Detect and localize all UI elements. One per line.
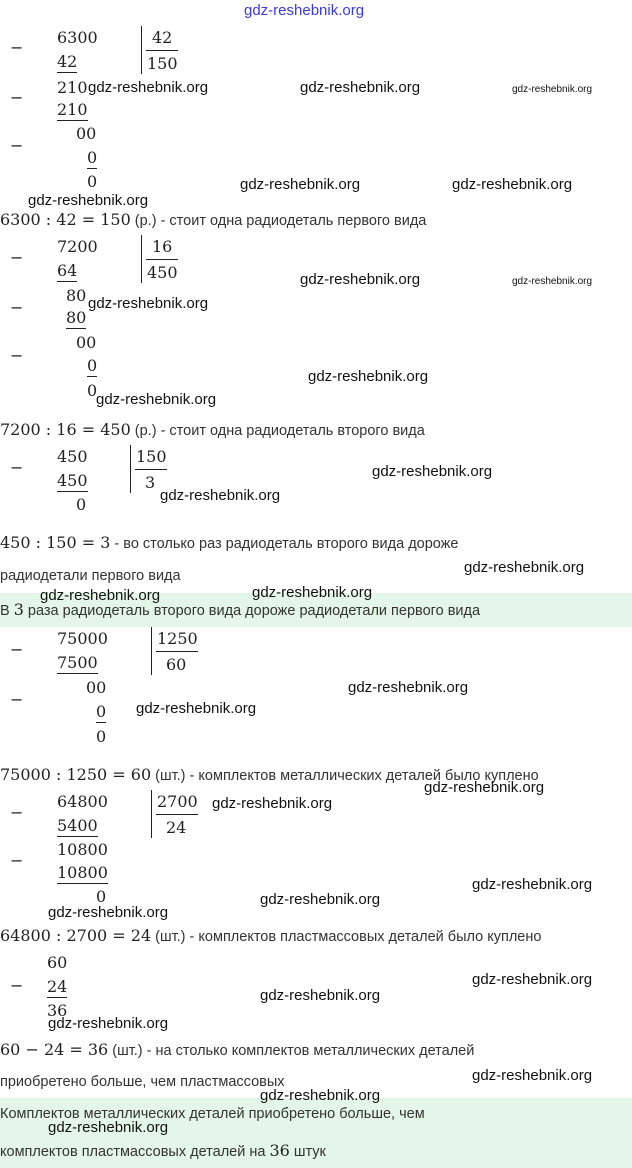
dividend: 64800 — [57, 792, 108, 811]
watermark[interactable]: gdz-reshebnik.org — [96, 391, 217, 408]
expression: 6300 : 42 = 150 — [0, 210, 131, 229]
subtrahend: 24 — [47, 977, 68, 996]
difference: 36 — [47, 1001, 68, 1020]
division-bar — [151, 790, 152, 838]
dividend: 450 — [57, 447, 88, 466]
divisor: 42 — [152, 28, 173, 47]
watermark[interactable]: gdz-reshebnik.org — [512, 84, 593, 95]
minus-sign: − — [10, 248, 24, 267]
explanation-continued: радиодетали первого вида — [0, 568, 181, 584]
subtrahend: 10800 — [57, 863, 108, 882]
explanation: - комплектов пластмассовых деталей было куплено — [185, 929, 542, 945]
watermark[interactable]: gdz-reshebnik.org — [40, 587, 161, 604]
explanation: - во столько раз радиодеталь второго вида дороже — [110, 536, 459, 552]
watermark[interactable]: gdz-reshebnik.org — [260, 987, 381, 1004]
dividend: 75000 — [57, 629, 108, 648]
remainder: 0 — [87, 381, 98, 400]
remainder: 0 — [87, 172, 98, 191]
remainder: 0 — [76, 495, 87, 514]
subtrahend: 0 — [87, 148, 98, 167]
result-line-2 — [0, 420, 425, 440]
expression: 7200 : 16 = 450 — [0, 420, 131, 439]
watermark[interactable]: gdz-reshebnik.org — [48, 1015, 169, 1032]
divisor: 2700 — [157, 792, 198, 811]
minus-sign: − — [10, 851, 24, 870]
minus-sign: − — [10, 640, 24, 659]
subtrahend: 7500 — [57, 653, 98, 672]
remainder: 210 — [57, 78, 88, 97]
answer-prefix: В — [0, 603, 14, 619]
explanation: - на столько комплектов металлических деталей — [142, 1043, 475, 1059]
answer-text: штук — [289, 1144, 326, 1160]
watermark[interactable]: gdz-reshebnik.org — [472, 971, 593, 988]
watermark[interactable]: gdz-reshebnik.org — [28, 192, 149, 209]
unit: (шт.) — [108, 1043, 143, 1059]
watermark[interactable]: gdz-reshebnik.org — [136, 700, 257, 717]
divisor-line — [156, 651, 198, 652]
answer-text: раза радиодеталь второго вида дороже радиодетали первого вида — [23, 603, 481, 619]
watermark[interactable]: gdz-reshebnik.org — [348, 679, 469, 696]
subtrahend: 64 — [57, 261, 78, 280]
watermark[interactable]: gdz-reshebnik.org — [300, 271, 421, 288]
divisor: 1250 — [157, 629, 198, 648]
minuend: 60 — [47, 953, 68, 972]
explanation: - стоит одна радиодеталь первого вида — [156, 213, 427, 229]
watermark[interactable]: gdz-reshebnik.org — [160, 487, 281, 504]
watermark[interactable]: gdz-reshebnik.org — [48, 1119, 169, 1136]
answer-number: 3 — [13, 600, 24, 619]
remainder: 10800 — [57, 840, 108, 859]
divisor-line — [146, 259, 178, 260]
answer-number: 36 — [269, 1141, 290, 1160]
remainder: 80 — [66, 286, 87, 305]
minus-sign: − — [10, 136, 24, 155]
result-line-1 — [0, 210, 426, 230]
quotient: 60 — [166, 655, 187, 674]
minus-sign: − — [10, 690, 24, 709]
watermark[interactable]: gdz-reshebnik.org — [512, 276, 593, 287]
watermark[interactable]: gdz-reshebnik.org — [212, 795, 333, 812]
divisor-line — [146, 50, 178, 51]
divisor: 150 — [136, 447, 167, 466]
explanation-continued: приобретено больше, чем пластмассовых — [0, 1074, 285, 1090]
division-bar — [141, 235, 142, 283]
minus-sign: − — [10, 38, 24, 57]
result-line-3 — [0, 533, 458, 553]
watermark[interactable]: gdz-reshebnik.org — [88, 79, 209, 96]
divisor-line — [156, 814, 198, 815]
dividend: 7200 — [57, 237, 98, 256]
unit: (шт.) — [151, 929, 186, 945]
explanation: - стоит одна радиодеталь второго вида — [156, 423, 425, 439]
quotient: 450 — [147, 263, 178, 282]
watermark[interactable]: gdz-reshebnik.org — [260, 1087, 381, 1104]
division-bar — [130, 445, 131, 493]
subtrahend: 42 — [57, 52, 78, 71]
watermark[interactable]: gdz-reshebnik.org — [464, 559, 585, 576]
watermark[interactable]: gdz-reshebnik.org — [372, 463, 493, 480]
watermark[interactable]: gdz-reshebnik.org — [252, 584, 373, 601]
quotient: 3 — [145, 473, 156, 492]
answer-2-line-1: Комплектов металлических деталей приобретено больше, чем — [0, 1106, 425, 1122]
minus-sign: − — [10, 976, 24, 995]
expression: 75000 : 1250 = 60 — [0, 765, 152, 784]
division-bar — [151, 627, 152, 675]
remainder: 00 — [76, 124, 97, 143]
subtrahend: 450 — [57, 471, 88, 490]
minus-sign: − — [10, 346, 24, 365]
subtrahend: 5400 — [57, 816, 98, 835]
watermark[interactable]: gdz-reshebnik.org — [424, 779, 545, 796]
watermark[interactable]: gdz-reshebnik.org — [88, 295, 209, 312]
watermark[interactable]: gdz-reshebnik.org — [308, 368, 429, 385]
quotient: 24 — [166, 818, 187, 837]
subtrahend: 0 — [96, 702, 107, 721]
watermark[interactable]: gdz-reshebnik.org — [48, 904, 169, 921]
expression: 60 − 24 = 36 — [0, 1040, 109, 1059]
subtrahend: 0 — [87, 356, 98, 375]
unit: (р.) — [130, 423, 157, 439]
result-line-6 — [0, 1040, 474, 1060]
remainder: 00 — [86, 678, 107, 697]
watermark[interactable]: gdz-reshebnik.org — [300, 79, 421, 96]
unit: (шт.) — [151, 768, 186, 784]
minus-sign: − — [10, 458, 24, 477]
expression: 450 : 150 = 3 — [0, 533, 111, 552]
subtrahend: 80 — [66, 308, 87, 327]
division-bar — [141, 26, 142, 74]
watermark[interactable]: gdz-reshebnik.org — [472, 876, 593, 893]
subtrahend: 210 — [57, 100, 88, 119]
remainder: 0 — [96, 887, 107, 906]
watermark-top[interactable]: gdz-reshebnik.org — [244, 2, 365, 19]
expression: 64800 : 2700 = 24 — [0, 926, 152, 945]
watermark[interactable]: gdz-reshebnik.org — [472, 1067, 593, 1084]
answer-text: комплектов пластмассовых деталей на — [0, 1144, 270, 1160]
remainder: 00 — [76, 333, 97, 352]
minus-sign: − — [10, 88, 24, 107]
minus-sign: − — [10, 803, 24, 822]
remainder: 0 — [96, 727, 107, 746]
divisor-line — [135, 469, 167, 470]
result-line-5 — [0, 926, 541, 946]
answer-2-line-2 — [0, 1141, 326, 1161]
minus-sign: − — [10, 298, 24, 317]
watermark[interactable]: gdz-reshebnik.org — [452, 176, 573, 193]
divisor: 16 — [152, 237, 173, 256]
quotient: 150 — [147, 54, 178, 73]
unit: (р.) — [130, 213, 157, 229]
explanation: - комплектов металлических деталей было куплено — [185, 768, 539, 784]
dividend: 6300 — [57, 28, 98, 47]
watermark[interactable]: gdz-reshebnik.org — [240, 176, 361, 193]
watermark[interactable]: gdz-reshebnik.org — [260, 891, 381, 908]
